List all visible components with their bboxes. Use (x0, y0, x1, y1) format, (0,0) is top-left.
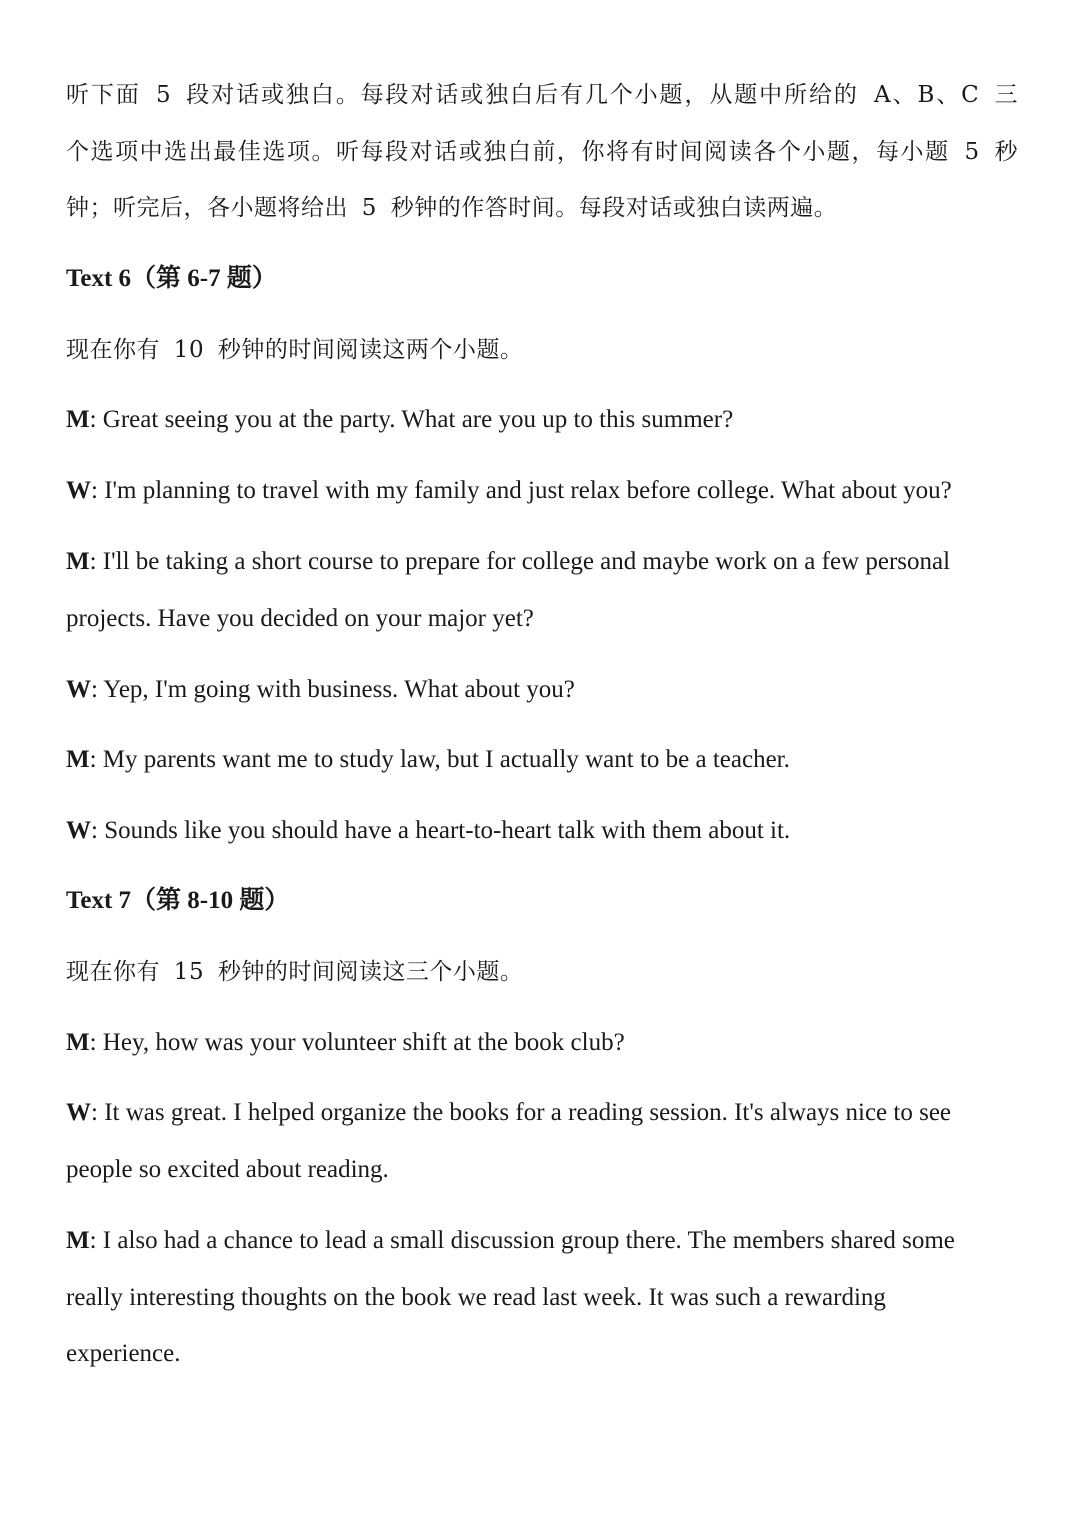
utterance-continuation: really interesting thoughts on the book we read last week. It was such a rewarding (66, 1284, 886, 1311)
speaker-label: M (66, 548, 90, 575)
utterance-text: : It was great. I helped organize the books for a reading session. It's always nice to see (91, 1099, 952, 1126)
dialogue-line (66, 1098, 951, 1128)
section-instruction-text-7: 现在你有 15 秒钟的时间阅读这三个小题。 (66, 959, 524, 985)
utterance-text: : Great seeing you at the party. What are you up to this summer? (89, 406, 734, 433)
utterance-text: : Sounds like you should have a heart-to-heart talk with them about it. (91, 817, 791, 844)
speaker-label: M (66, 406, 90, 433)
utterance-continuation: people so excited about reading. (66, 1156, 389, 1183)
utterance-text: : Yep, I'm going with business. What about you? (91, 676, 575, 703)
dialogue-line (66, 1028, 625, 1058)
intro-line-2: 个选项中选出最佳选项。听每段对话或独白前，你将有时间阅读各个小题，每小题 5 秒 (66, 139, 1018, 165)
dialogue-line (66, 745, 790, 775)
utterance-text: : Hey, how was your volunteer shift at the book club? (89, 1029, 625, 1056)
dialogue-line (66, 1226, 955, 1256)
dialogue-line (66, 675, 575, 705)
utterance-text: : I'll be taking a short course to prepare for college and maybe work on a few personal (89, 548, 951, 575)
dialogue-line (66, 816, 790, 846)
utterance-text: : I also had a chance to lead a small discussion group there. The members shared some (89, 1227, 955, 1254)
section-instruction-text-6: 现在你有 10 秒钟的时间阅读这两个小题。 (66, 337, 524, 363)
utterance-text: : I'm planning to travel with my family and just relax before college. What about you? (91, 477, 952, 504)
speaker-label: M (66, 746, 90, 773)
speaker-label: W (66, 1099, 91, 1126)
speaker-label: W (66, 676, 91, 703)
speaker-label: W (66, 477, 91, 504)
intro-line-3: 钟；听完后，各小题将给出 5 秒钟的作答时间。每段对话或独白读两遍。 (66, 195, 838, 221)
utterance-continuation: experience. (66, 1340, 181, 1367)
dialogue-line (66, 476, 952, 506)
dialogue-line (66, 405, 733, 435)
utterance-text: : My parents want me to study law, but I actually want to be a teacher. (89, 746, 790, 773)
speaker-label: W (66, 817, 91, 844)
section-heading-text-6: Text 6（第 6-7 题） (66, 265, 277, 292)
intro-line-1: 听下面 5 段对话或独白。每段对话或独白后有几个小题，从题中所给的 A、B、C 三 (66, 82, 1018, 108)
speaker-label: M (66, 1227, 90, 1254)
section-heading-text-7: Text 7（第 8-10 题） (66, 887, 290, 914)
speaker-label: M (66, 1029, 90, 1056)
dialogue-line (66, 547, 950, 577)
utterance-continuation: projects. Have you decided on your major yet? (66, 605, 534, 632)
